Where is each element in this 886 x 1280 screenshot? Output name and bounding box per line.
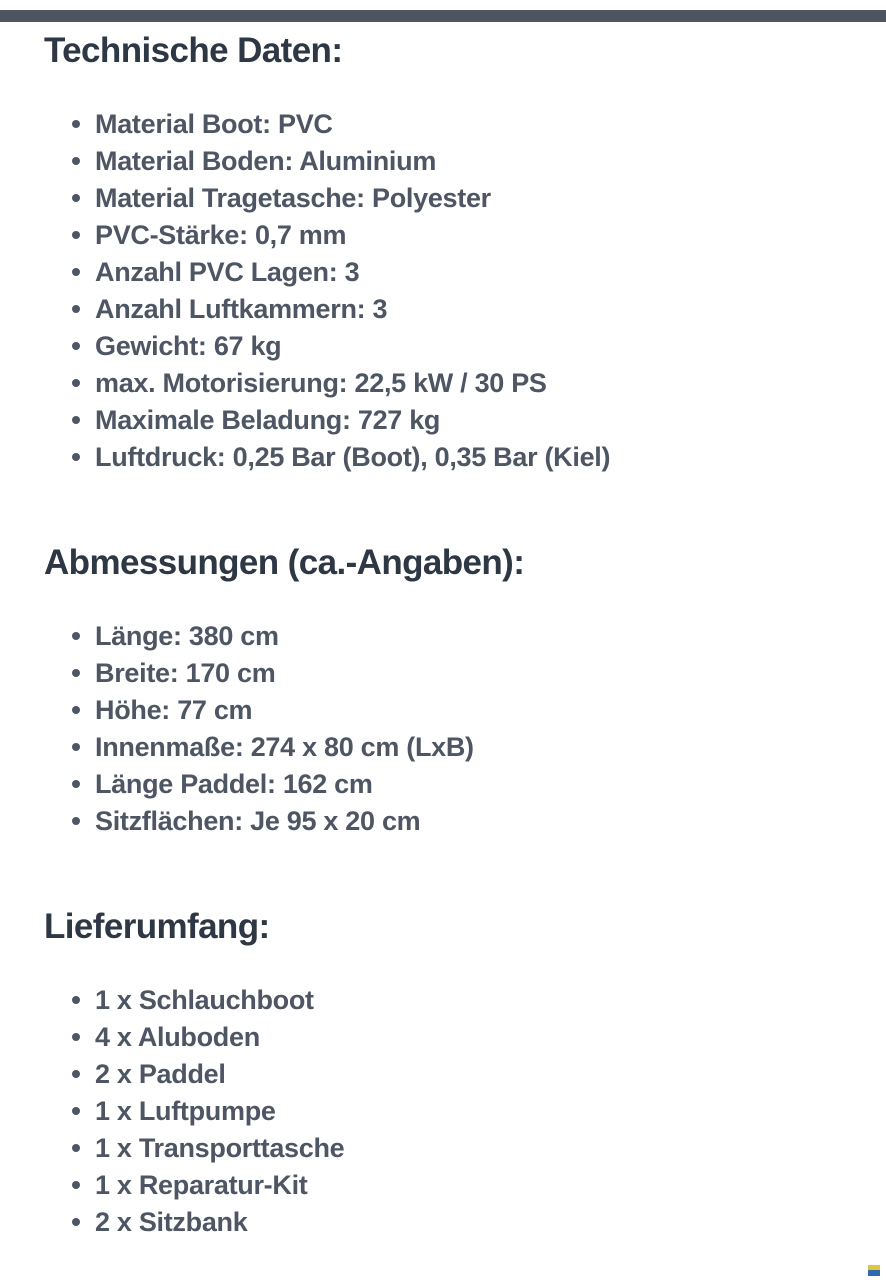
spec-list-item: 1 x Transporttasche — [72, 1130, 846, 1167]
spec-list-item: Material Tragetasche: Polyester — [72, 180, 846, 217]
spec-list-abmessungen — [44, 618, 846, 840]
spec-list-lieferumfang — [44, 982, 846, 1241]
spec-list-item: Innenmaße: 274 x 80 cm (LxB) — [72, 729, 846, 766]
spec-list-technische-daten — [44, 106, 846, 476]
section-technische-daten — [44, 30, 846, 476]
spec-list-item: 2 x Sitzbank — [72, 1204, 846, 1241]
spec-list-item: Anzahl PVC Lagen: 3 — [72, 254, 846, 291]
spec-list-item: Gewicht: 67 kg — [72, 328, 846, 365]
yellow-blue-corner-badge-icon — [868, 1265, 880, 1276]
spec-list-item: Material Boot: PVC — [72, 106, 846, 143]
spec-list-item: 2 x Paddel — [72, 1056, 846, 1093]
top-divider-bar — [0, 10, 886, 22]
spec-list-item: Material Boden: Aluminium — [72, 143, 846, 180]
section-heading-abmessungen: Abmessungen (ca.-Angaben): — [44, 543, 525, 582]
badge-bottom-half — [868, 1270, 880, 1276]
spec-list-item: Sitzflächen: Je 95 x 20 cm — [72, 803, 846, 840]
spec-list-item: 1 x Schlauchboot — [72, 982, 846, 1019]
section-lieferumfang — [44, 906, 846, 1241]
spec-list-item: 4 x Aluboden — [72, 1019, 846, 1056]
spec-list-item: Länge: 380 cm — [72, 618, 846, 655]
spec-list-item: Länge Paddel: 162 cm — [72, 766, 846, 803]
spec-list-item: PVC-Stärke: 0,7 mm — [72, 217, 846, 254]
spec-list-item: Höhe: 77 cm — [72, 692, 846, 729]
spec-list-item: Anzahl Luftkammern: 3 — [72, 291, 846, 328]
spec-list-item: Breite: 170 cm — [72, 655, 846, 692]
section-heading-technische-daten: Technische Daten: — [44, 31, 343, 70]
section-heading-lieferumfang: Lieferumfang: — [44, 907, 270, 946]
section-abmessungen — [44, 542, 846, 840]
spec-list-item: 1 x Luftpumpe — [72, 1093, 846, 1130]
spec-list-item: Luftdruck: 0,25 Bar (Boot), 0,35 Bar (Kiel) — [72, 439, 846, 476]
specs-content — [0, 22, 886, 1241]
spec-list-item: 1 x Reparatur-Kit — [72, 1167, 846, 1204]
spec-list-item: max. Motorisierung: 22,5 kW / 30 PS — [72, 365, 846, 402]
top-white-strip — [0, 0, 886, 10]
spec-list-item: Maximale Beladung: 727 kg — [72, 402, 846, 439]
